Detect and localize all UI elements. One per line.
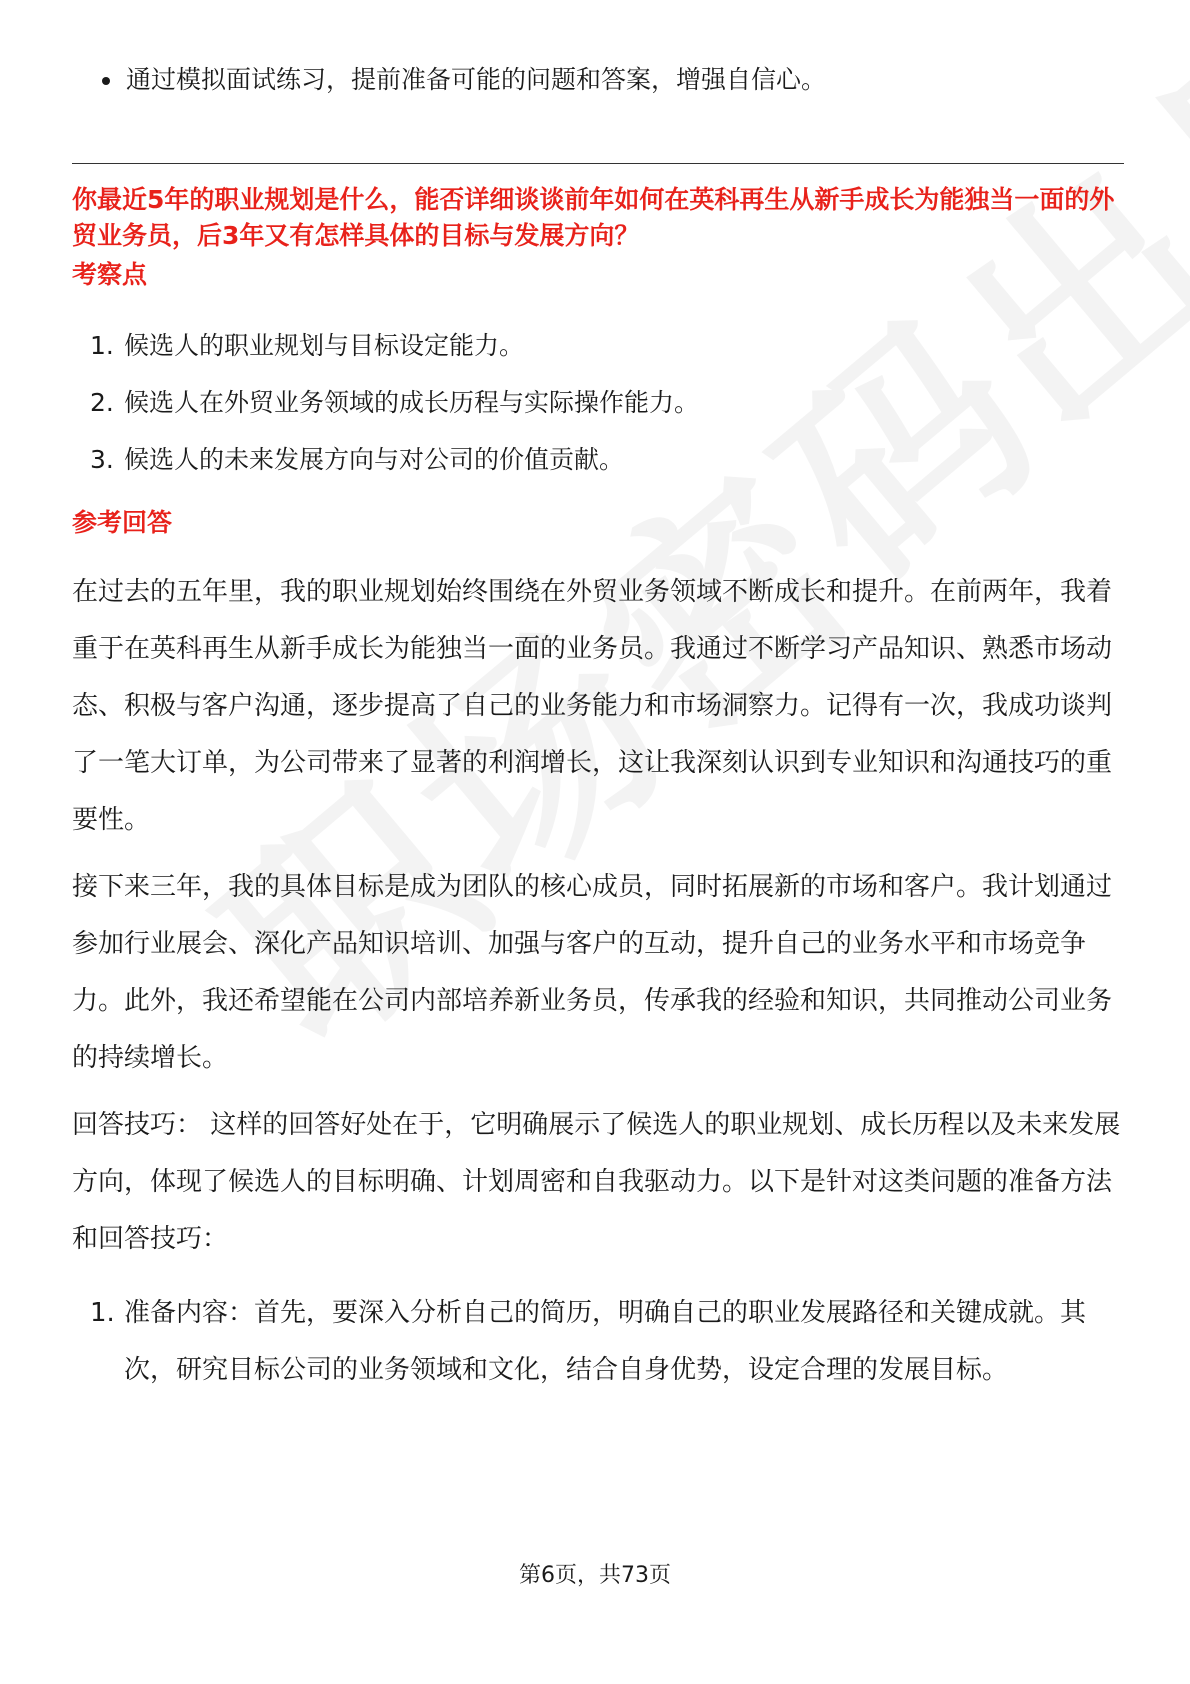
list-number: 2. [90,388,114,417]
list-text: 候选人的职业规划与目标设定能力。 [124,331,525,360]
list-item [72,431,1124,488]
focus-list [72,317,1124,488]
page-footer: 第6页，共73页 [519,1563,671,1588]
question-heading: 你最近5年的职业规划是什么，能否详细谈谈前年如何在英科再生从新手成长为能独当一面的外贸业务员，后3年又有怎样具体的目标与发展方向？ [72,185,1115,250]
list-number: 1. [90,331,114,360]
list-item [72,1285,1124,1399]
bullet-item [72,60,826,100]
answer-paragraph-1: 在过去的五年里，我的职业规划始终围绕在外贸业务领域不断成长和提升。在前两年，我着重于在英科再生从新手成长为能独当一面的业务员。我通过不断学习产品知识、熟悉市场动态、积极与客户沟通，逐步提高了自己的业务能力和市场洞察力。记得有一次，我成功谈判了一笔大订单，为公司带来了显著的利润增长，这让我深刻认识到专业知识和沟通技巧的重要性。 [72,577,1113,835]
section-title-answer: 参考回答 [72,508,173,537]
section-title-focus: 考察点 [72,260,148,289]
list-item [72,374,1124,431]
list-text: 候选人的未来发展方向与对公司的价值贡献。 [124,445,625,474]
bullet-dot-icon [102,77,110,85]
list-item [72,317,1124,374]
list-number: 1. [90,1298,115,1328]
list-text: 准备内容：首先，要深入分析自己的简历，明确自己的职业发展路径和关键成就。其次，研究目标公司的业务领域和文化，结合自身优势，设定合理的发展目标。 [124,1298,1087,1385]
answer-paragraph-2: 接下来三年，我的具体目标是成为团队的核心成员，同时拓展新的市场和客户。我计划通过参加行业展会、深化产品知识培训、加强与客户的互动，提升自己的业务水平和市场竞争力。此外，我还希望能在公司内部培养新业务员，传承我的经验和知识，共同推动公司业务的持续增长。 [72,872,1113,1073]
answer-tips-paragraph: 回答技巧： 这样的回答好处在于，它明确展示了候选人的职业规划、成长历程以及未来发展方向，体现了候选人的目标明确、计划周密和自我驱动力。以下是针对这类问题的准备方法和回答技巧： [72,1110,1121,1254]
bullet-text: 通过模拟面试练习，提前准备可能的问题和答案，增强自信心。 [126,65,827,94]
list-text: 候选人在外贸业务领域的成长历程与实际操作能力。 [124,388,700,417]
document-page [72,0,1124,1684]
list-number: 3. [90,445,114,474]
tips-list [72,1285,1124,1399]
divider [72,163,1124,164]
